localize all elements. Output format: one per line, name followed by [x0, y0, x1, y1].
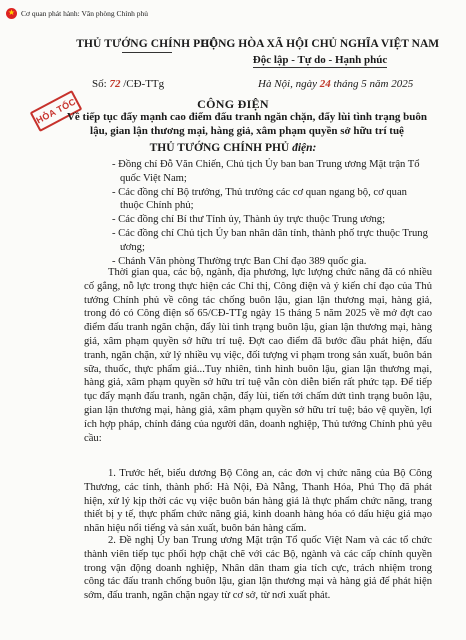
paragraph-item-1: 1. Trước hết, biểu dương Bộ Công an, các đơn vị chức năng của Bộ Công Thương, các tỉnh, thành phố: Hà Nội, Đà Nẵng, Thanh Hóa, Phú Thọ đã phát hiện, xử lý kịp thời các vụ việc buôn bán hàng giả là thực phẩm chức năng, trang thiết bị y tế, thực phẩm chức năng giả, kinh doanh hàng hóa có dấu hiệu giả mạo nhãn hiệu nổi tiếng và sản xuất, buôn bán hàng cấm. [84, 468, 432, 535]
paragraph-item-2: 2. Đề nghị Ủy ban Trung ương Mặt trận Tổ quốc Việt Nam và các tổ chức thành viên tiếp tục phối hợp chặt chẽ với các Bộ, ngành và các cấp chính quyền trong vận động doanh nghiệp, Nhân dân tham gia tích cực, trách nhiệm trong công tác đấu tranh chống buôn lậu, gian lận thương mại và hàng giả để phát hiện sớm, đấu tranh, ngăn chặn ngay từ cơ sở, từ nơi xuất phát. [84, 535, 432, 602]
date-prefix: Hà Nội, ngày [258, 78, 320, 90]
document-date [258, 78, 413, 90]
list-item: - Các đồng chí Chủ tịch Ủy ban nhân dân tỉnh, thành phố trực thuộc Trung ương; [112, 227, 428, 253]
list-item: - Các đồng chí Bí thư Tỉnh ủy, Thành ủy trực thuộc Trung ương; [112, 214, 386, 226]
recipient-list [112, 158, 432, 268]
list-item: - Chánh Văn phòng Thường trực Ban Chỉ đạo 389 quốc gia. [112, 255, 367, 267]
document-number-prefix: Số: [92, 78, 110, 90]
recipient-heading-tail: điện: [292, 142, 317, 154]
issuer-label: Cơ quan phát hành: Văn phòng Chính phủ [21, 8, 148, 18]
list-item: - Đồng chí Đỗ Văn Chiến, Chủ tịch Ủy ban ban Trung ương Mặt trận Tổ quốc Việt Nam; [112, 159, 420, 184]
document-number [92, 78, 164, 90]
document-number-value: 72 [109, 78, 121, 90]
document-number-suffix: /CĐ-TTg [120, 78, 165, 90]
document-subject: Về tiếp tục đẩy mạnh cao điểm đấu tranh ngăn chặn, đẩy lùi tình trạng buôn lậu, gian lận thương mại, hàng giả, xâm phạm quyền sở hữu trí tuệ [66, 111, 427, 137]
national-emblem-icon: ★ [7, 8, 16, 17]
issuing-authority-name: THỦ TƯỚNG CHÍNH PHỦ [76, 38, 218, 50]
list-item: - Các đồng chí Bộ trưởng, Thủ trưởng các cơ quan ngang bộ, cơ quan thuộc Chính phủ; [112, 186, 407, 212]
national-name: CỘNG HÒA XÃ HỘI CHỦ NGHĨA VIỆT NAM [200, 38, 440, 50]
paragraph-intro: Thời gian qua, các bộ, ngành, địa phương, lực lượng chức năng đã có nhiều cố gắng, nỗ lực trong thực hiện các Chỉ thị, Công điện và ý kiến chỉ đạo của Thủ tướng Chính phủ về công tác chống buôn lậu, gian lận thương mại, hàng giả, trong đó có Công điện số 65/CĐ-TTg ngày 15 tháng 5 năm 2025 về mở đợt cao điểm đấu tranh ngăn chặn, đẩy lùi tình trạng buôn lậu, gian lận thương mại, hàng giả, xâm phạm quyền sở hữu trí tuệ. Đợt cao điểm đã bước đầu phát hiện, đấu tranh, ngăn chặn, xử lý nhiều vụ việc, đối tượng vi phạm trong sản xuất, buôn bán sữa, thuốc, thực phẩm giả...Tuy nhiên, tình hình buôn lậu, gian lận thương mại, hàng giả, xâm phạm quyền sở hữu trí tuệ vẫn còn diễn biến rất phức tạp. Để tiếp tục đẩy mạnh đấu tranh, ngăn chặn, đẩy lùi, tiến tới chấm dứt tình trạng buôn lậu, gian lận thương mại, hàng giả, xâm phạm quyền sở hữu trí tuệ; bảo vệ quyền, lợi ích hợp pháp, chính đáng của người dân, doanh nghiệp, Thủ tướng Chính phủ yêu cầu: [84, 267, 432, 444]
urgent-stamp: HỎA TỐC [30, 90, 83, 132]
date-day: 24 [319, 78, 331, 90]
document-title: CÔNG ĐIỆN [197, 97, 269, 111]
authority-underline [122, 52, 172, 53]
issuer-bar [6, 6, 148, 20]
national-header [200, 38, 440, 68]
recipient-heading [0, 142, 466, 154]
date-suffix: tháng 5 năm 2025 [330, 78, 414, 90]
national-motto: Độc lập - Tự do - Hạnh phúc [252, 54, 388, 66]
recipient-heading-lead: THỦ TƯỚNG CHÍNH PHỦ [149, 142, 293, 154]
